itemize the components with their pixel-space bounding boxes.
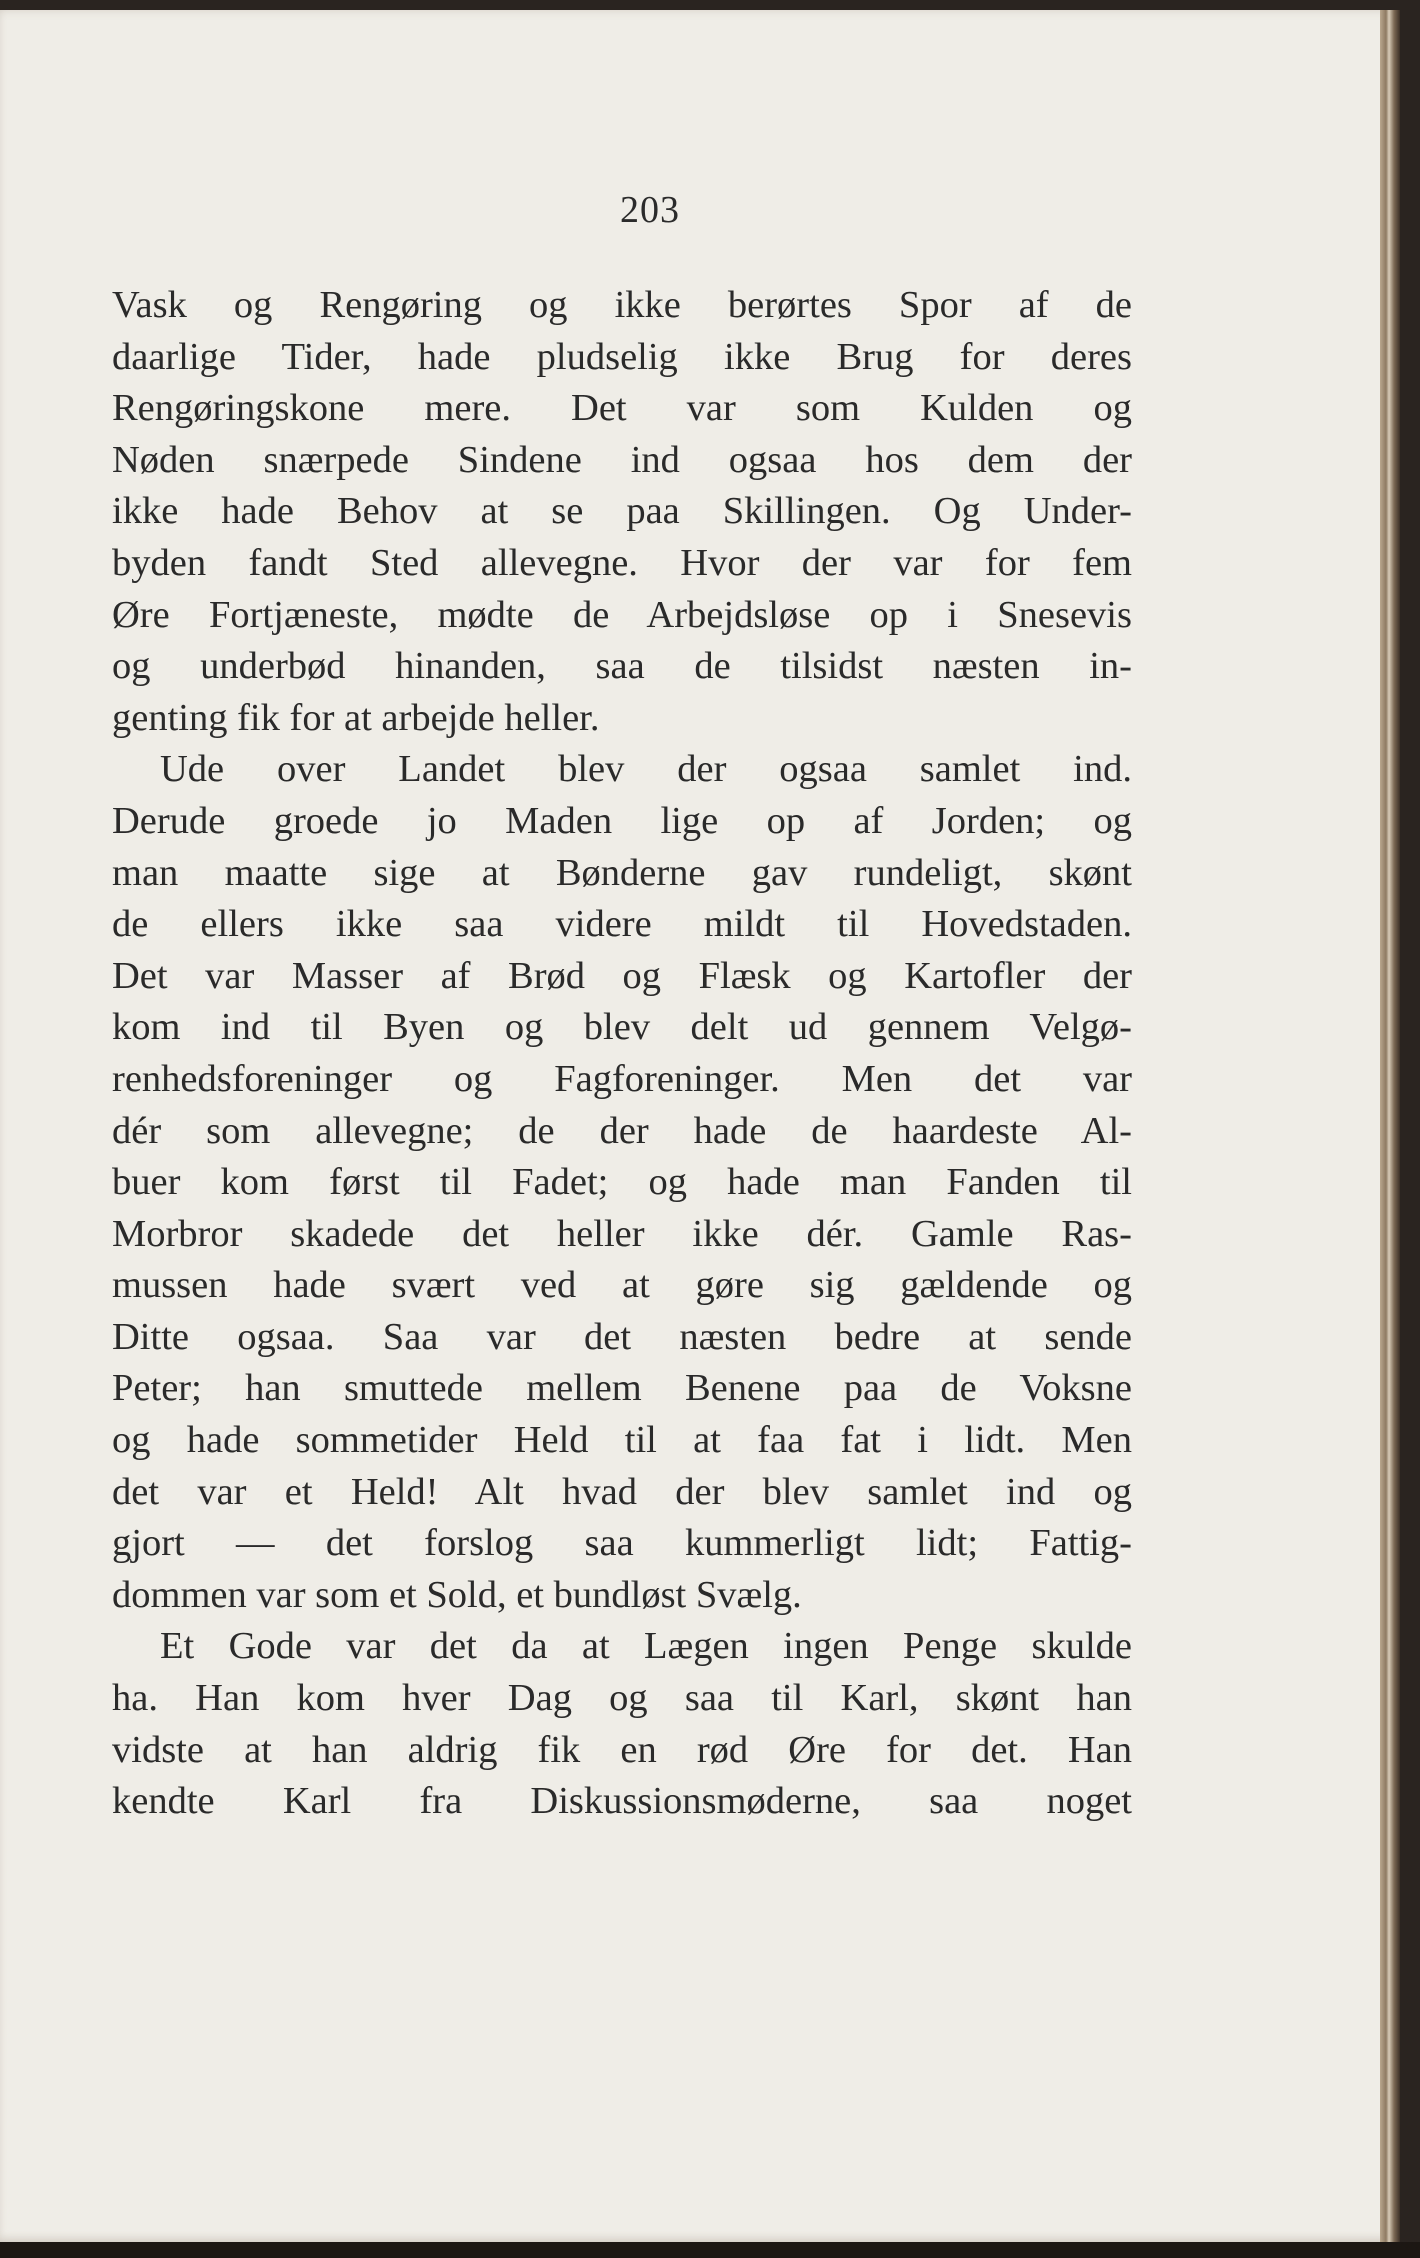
text-line: ha. Han kom hver Dag og saa til Karl, skønt han: [112, 1677, 1132, 1720]
text-line: buer kom først til Fadet; og hade man Fanden til: [112, 1161, 1132, 1204]
text-line: mussen hade svært ved at gøre sig gældende og: [112, 1264, 1132, 1307]
text-line: dér som allevegne; de der hade de haardeste Al-: [112, 1109, 1132, 1152]
text-line: renhedsforeninger og Fagforeninger. Men det var: [112, 1057, 1132, 1100]
text-line: de ellers ikke saa videre mildt til Hovedstaden.: [112, 903, 1132, 946]
book-page: [0, 10, 1400, 2242]
text-line: Nøden snærpede Sindene ind ogsaa hos dem der: [112, 438, 1132, 481]
text-line: vidste at han aldrig fik en rød Øre for det. Han: [112, 1728, 1132, 1771]
text-line: og underbød hinanden, saa de tilsidst næsten in-: [112, 645, 1132, 688]
text-line: Rengøringskone mere. Det var som Kulden og: [112, 387, 1132, 430]
body-text: [112, 280, 1132, 1828]
page-edge: [1380, 10, 1400, 2242]
text-line: gjort — det forslog saa kummerligt lidt; Fattig-: [112, 1522, 1132, 1565]
text-line: Morbror skadede det heller ikke dér. Gamle Ras-: [112, 1212, 1132, 1255]
text-line: kom ind til Byen og blev delt ud gennem Velgø-: [112, 1006, 1132, 1049]
scan-bottom-edge: [0, 2242, 1420, 2258]
text-line: og hade sommetider Held til at faa fat i lidt. Men: [112, 1419, 1132, 1462]
text-line: ikke hade Behov at se paa Skillingen. Og Under-: [112, 490, 1132, 533]
text-line: Ude over Landet blev der ogsaa samlet ind.: [160, 748, 1132, 791]
text-line: Øre Fortjæneste, mødte de Arbejdsløse op i Snesevis: [112, 593, 1132, 636]
text-line: det var et Held! Alt hvad der blev samlet ind og: [112, 1470, 1132, 1513]
text-line: genting fik for at arbejde heller.: [112, 696, 600, 739]
text-line: man maatte sige at Bønderne gav rundeligt, skønt: [112, 851, 1132, 894]
text-line: Et Gode var det da at Lægen ingen Penge skulde: [160, 1625, 1132, 1668]
text-line: Det var Masser af Brød og Flæsk og Kartofler der: [112, 954, 1132, 997]
text-line: Vask og Rengøring og ikke berørtes Spor af de: [112, 284, 1132, 326]
text-line: Ditte ogsaa. Saa var det næsten bedre at sende: [112, 1315, 1132, 1358]
page-number: 203: [620, 189, 680, 231]
text-line: Peter; han smuttede mellem Benene paa de Voksne: [112, 1367, 1132, 1410]
text-line: byden fandt Sted allevegne. Hvor der var for fem: [112, 541, 1132, 584]
text-line: kendte Karl fra Diskussionsmøderne, saa noget: [112, 1780, 1132, 1823]
text-line: Derude groede jo Maden lige op af Jorden; og: [112, 799, 1132, 842]
text-line: dommen var som et Sold, et bundløst Svælg.: [112, 1573, 802, 1616]
text-line: daarlige Tider, hade pludselig ikke Brug for deres: [112, 335, 1132, 378]
